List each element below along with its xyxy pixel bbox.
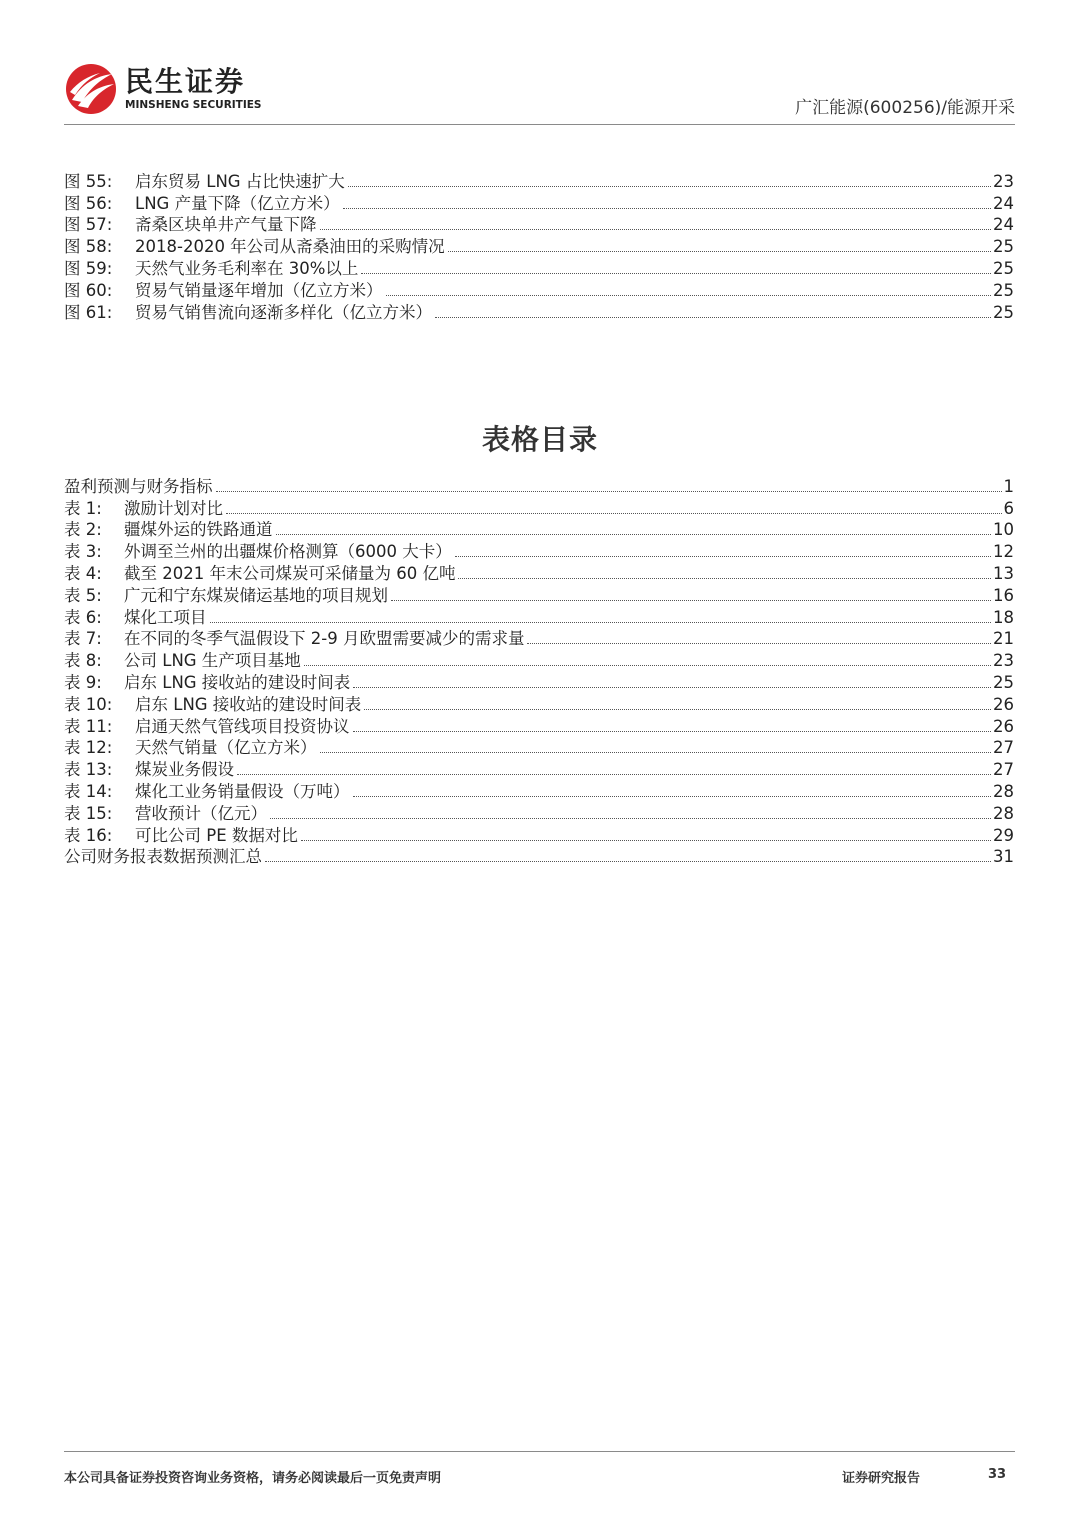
- table-entry[interactable]: [64, 474, 1014, 496]
- figure-entry[interactable]: [64, 278, 1014, 300]
- table-entry-page[interactable]: 21: [993, 629, 1014, 649]
- figure-entry-page[interactable]: 24: [993, 215, 1014, 235]
- figure-list: [64, 169, 1014, 322]
- table-entry[interactable]: [64, 779, 1014, 801]
- page-header: [64, 56, 1015, 125]
- figure-entry[interactable]: [64, 256, 1014, 278]
- table-entry-title[interactable]: 疆煤外运的铁路通道: [124, 520, 273, 540]
- table-entry[interactable]: [64, 823, 1014, 845]
- figure-entry-page[interactable]: 24: [993, 193, 1014, 213]
- table-entry-number: 表 2:: [64, 520, 102, 540]
- dot-leader: [210, 621, 992, 623]
- figure-entry-page[interactable]: 23: [993, 171, 1014, 191]
- dot-leader: [237, 773, 991, 775]
- table-entry-title[interactable]: 盈利预测与财务指标: [64, 476, 213, 496]
- logo-chinese-name: 民生证券: [125, 65, 246, 98]
- table-entry-page[interactable]: 28: [993, 803, 1014, 823]
- figure-entry-number: 图 57:: [64, 215, 113, 235]
- dot-leader: [448, 250, 991, 252]
- table-entry-number: 表 15:: [64, 803, 113, 823]
- figure-entry-title[interactable]: 贸易气销售流向逐渐多样化（亿立方米）: [135, 302, 432, 322]
- dot-leader: [343, 207, 991, 209]
- dot-leader: [276, 533, 992, 535]
- figure-entry-title[interactable]: 启东贸易 LNG 占比快速扩大: [135, 171, 345, 191]
- footer-disclaimer: 本公司具备证券投资咨询业务资格，请务必阅读最后一页免责声明: [64, 1471, 442, 1486]
- table-entry-number: 表 14:: [64, 781, 113, 801]
- dot-leader: [527, 642, 991, 644]
- figure-entry-title[interactable]: 2018-2020 年公司从斋桑油田的采购情况: [135, 237, 445, 257]
- figure-entry-page[interactable]: 25: [993, 258, 1014, 278]
- figure-entry-number: 图 60:: [64, 280, 113, 300]
- table-entry-number: 表 6:: [64, 607, 102, 627]
- table-entry-title[interactable]: 广元和宁东煤炭储运基地的项目规划: [124, 585, 388, 605]
- figure-entry[interactable]: [64, 191, 1014, 213]
- table-entry-number: 表 1:: [64, 498, 102, 518]
- table-entry-number: 表 12:: [64, 738, 113, 758]
- figure-entry-page[interactable]: 25: [993, 237, 1014, 257]
- table-entry-title[interactable]: 截至 2021 年末公司煤炭可采储量为 60 亿吨: [124, 563, 456, 583]
- table-entry-title[interactable]: 煤化工业务销量假设（万吨）: [135, 781, 350, 801]
- figure-entry-title[interactable]: 天然气业务毛利率在 30%以上: [135, 258, 359, 278]
- dot-leader: [435, 316, 991, 318]
- page-number: 33: [988, 1467, 1007, 1482]
- table-list-heading: 表格目录: [481, 423, 598, 456]
- figure-entry[interactable]: [64, 169, 1014, 191]
- figure-entry[interactable]: [64, 234, 1014, 256]
- figure-entry-page[interactable]: 25: [993, 280, 1014, 300]
- table-entry-number: 表 7:: [64, 629, 102, 649]
- figure-entry-number: 图 56:: [64, 193, 113, 213]
- table-entry-page[interactable]: 25: [993, 672, 1014, 692]
- dot-leader: [348, 185, 991, 187]
- footer-doc-type: 证券研究报告: [842, 1471, 921, 1486]
- dot-leader: [216, 490, 1002, 492]
- table-entry-title[interactable]: 启东 LNG 接收站的建设时间表: [124, 672, 351, 692]
- table-entry-number: 表 4:: [64, 563, 102, 583]
- dot-leader: [391, 599, 991, 601]
- table-entry[interactable]: [64, 648, 1014, 670]
- table-entry-number: 表 10:: [64, 694, 113, 714]
- table-entry[interactable]: [64, 714, 1014, 736]
- dot-leader: [386, 294, 992, 296]
- dot-leader: [455, 555, 991, 557]
- table-entry-page[interactable]: 27: [993, 760, 1014, 780]
- table-entry-page[interactable]: 16: [993, 585, 1014, 605]
- logo-mark-icon: [64, 62, 118, 116]
- table-entry-page[interactable]: 28: [993, 781, 1014, 801]
- dot-leader: [320, 751, 992, 753]
- table-entry-page[interactable]: 26: [993, 694, 1014, 714]
- table-entry[interactable]: [64, 627, 1014, 649]
- figure-entry-number: 图 55:: [64, 171, 113, 191]
- table-entry-title[interactable]: 激励计划对比: [124, 498, 223, 518]
- table-entry-title[interactable]: 煤化工项目: [124, 607, 207, 627]
- figure-entry-number: 图 61:: [64, 302, 113, 322]
- dot-leader: [301, 839, 991, 841]
- figure-entry-number: 图 59:: [64, 258, 113, 278]
- table-entry-page[interactable]: 26: [993, 716, 1014, 736]
- figure-entry-title[interactable]: 贸易气销量逐年增加（亿立方米）: [135, 280, 383, 300]
- table-list: [64, 474, 1014, 866]
- table-entry-page[interactable]: 18: [993, 607, 1014, 627]
- table-entry-title[interactable]: 营收预计（亿元）: [135, 803, 267, 823]
- table-entry-title[interactable]: 天然气销量（亿立方米）: [135, 738, 317, 758]
- dot-leader: [353, 795, 992, 797]
- table-entry-page[interactable]: 23: [993, 651, 1014, 671]
- table-entry-title[interactable]: 外调至兰州的出疆煤价格测算（6000 大卡）: [124, 542, 452, 562]
- table-entry-number: 表 5:: [64, 585, 102, 605]
- figure-entry[interactable]: [64, 300, 1014, 322]
- table-entry-page[interactable]: 10: [993, 520, 1014, 540]
- table-entry-title[interactable]: 启东 LNG 接收站的建设时间表: [135, 694, 362, 714]
- table-entry[interactable]: [64, 496, 1014, 518]
- table-entry-page[interactable]: 27: [993, 738, 1014, 758]
- table-entry[interactable]: [64, 561, 1014, 583]
- table-entry[interactable]: [64, 539, 1014, 561]
- dot-leader: [353, 686, 991, 688]
- table-entry-page[interactable]: 6: [1003, 498, 1014, 518]
- dot-leader: [265, 860, 991, 862]
- table-entry[interactable]: [64, 757, 1014, 779]
- dot-leader: [270, 817, 991, 819]
- table-entry[interactable]: [64, 670, 1014, 692]
- figure-entry[interactable]: [64, 213, 1014, 235]
- table-entry-title[interactable]: 在不同的冬季气温假设下 2-9 月欧盟需要减少的需求量: [124, 629, 525, 649]
- table-entry[interactable]: [64, 692, 1014, 714]
- table-entry-title[interactable]: 公司财务报表数据预测汇总: [64, 847, 262, 867]
- table-entry-page[interactable]: 1: [1003, 476, 1014, 496]
- table-entry[interactable]: [64, 736, 1014, 758]
- table-entry-page[interactable]: 31: [993, 847, 1014, 867]
- table-entry[interactable]: [64, 605, 1014, 627]
- table-entry-page[interactable]: 29: [993, 825, 1014, 845]
- table-entry-title[interactable]: 启通天然气管线项目投资协议: [135, 716, 350, 736]
- dot-leader: [361, 272, 991, 274]
- table-entry-title[interactable]: 公司 LNG 生产项目基地: [124, 651, 301, 671]
- table-entry-number: 表 9:: [64, 672, 102, 692]
- table-entry-number: 表 16:: [64, 825, 113, 845]
- minsheng-logo: [64, 62, 324, 118]
- table-entry[interactable]: [64, 518, 1014, 540]
- table-entry-number: 表 3:: [64, 542, 102, 562]
- table-entry[interactable]: [64, 801, 1014, 823]
- logo-english-name: MINSHENG SECURITIES: [125, 99, 262, 111]
- footer-divider: [64, 1451, 1015, 1452]
- figure-entry-page[interactable]: 25: [993, 302, 1014, 322]
- figure-entry-number: 图 58:: [64, 237, 113, 257]
- table-entry[interactable]: [64, 583, 1014, 605]
- figure-entry-title[interactable]: 斋桑区块单井产气量下降: [135, 215, 317, 235]
- table-entry-title[interactable]: 可比公司 PE 数据对比: [135, 825, 298, 845]
- dot-leader: [226, 512, 1002, 514]
- table-entry-number: 表 11:: [64, 716, 113, 736]
- table-entry-page[interactable]: 13: [993, 563, 1014, 583]
- table-entry-number: 表 8:: [64, 651, 102, 671]
- table-entry-title[interactable]: 煤炭业务假设: [135, 760, 234, 780]
- dot-leader: [458, 577, 991, 579]
- dot-leader: [353, 730, 992, 732]
- figure-entry-title[interactable]: LNG 产量下降（亿立方米）: [135, 193, 340, 213]
- table-entry-page[interactable]: 12: [993, 542, 1014, 562]
- dot-leader: [320, 228, 992, 230]
- report-title: 广汇能源(600256)/能源开采: [795, 98, 1015, 118]
- table-entry-number: 表 13:: [64, 760, 113, 780]
- table-entry[interactable]: [64, 845, 1014, 867]
- dot-leader: [304, 664, 991, 666]
- dot-leader: [364, 708, 991, 710]
